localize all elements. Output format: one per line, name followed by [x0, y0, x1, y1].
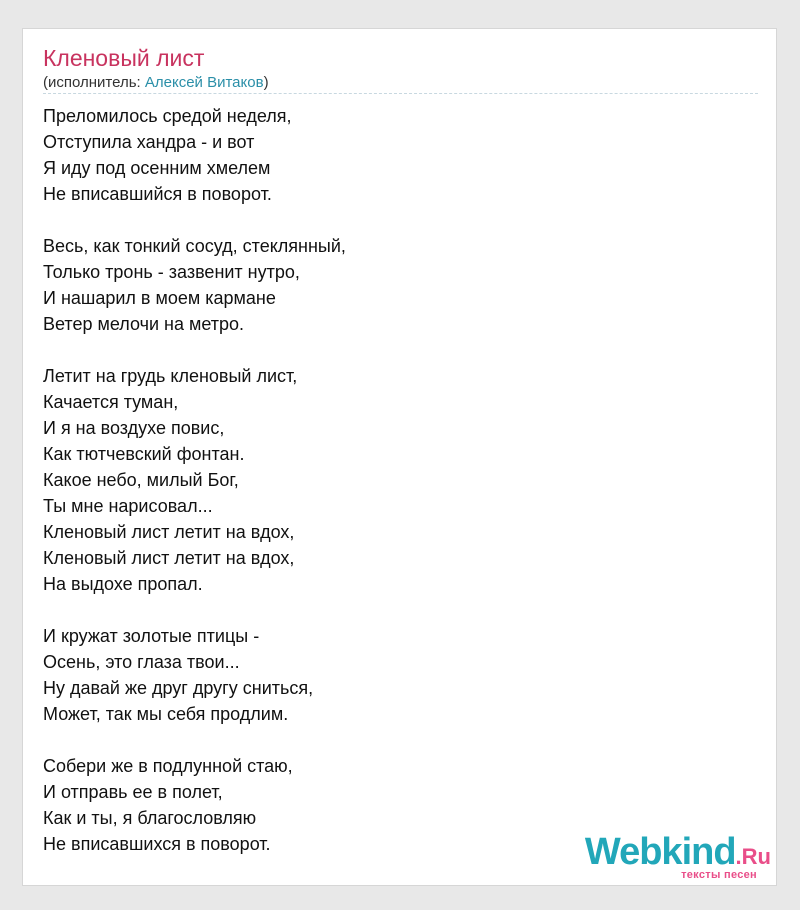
performer-line	[43, 73, 269, 93]
lyric-line: И кружат золотые птицы -	[43, 626, 260, 646]
stanza	[43, 363, 346, 597]
lyric-line: Ты мне нарисовал...	[43, 496, 213, 516]
lyrics-body	[43, 103, 346, 883]
song-title: Кленовый лист	[43, 45, 205, 71]
lyric-line: Как и ты, я благословляю	[43, 808, 257, 828]
lyric-line: Летит на грудь кленовый лист,	[43, 366, 298, 386]
performer-prefix: (исполнитель:	[43, 74, 145, 91]
lyric-line: Может, так мы себя продлим.	[43, 704, 289, 724]
lyric-line: Собери же в подлунной стаю,	[43, 756, 293, 776]
stanza	[43, 753, 346, 857]
lyric-line: Я иду под осенним хмелем	[43, 158, 271, 178]
performer-link[interactable]: Алексей Витаков	[144, 74, 264, 91]
lyric-line: Кленовый лист летит на вдох,	[43, 548, 295, 568]
lyric-line: И нашарил в моем кармане	[43, 288, 276, 308]
stanza	[43, 233, 346, 337]
site-logo	[571, 832, 771, 882]
lyric-line: Ветер мелочи на метро.	[43, 314, 245, 334]
lyrics-card	[22, 28, 777, 886]
title-divider	[43, 93, 758, 94]
lyric-line: Весь, как тонкий сосуд, стеклянный,	[43, 236, 346, 256]
lyric-line: И я на воздухе повис,	[43, 418, 225, 438]
logo-tagline: тексты песен	[681, 869, 757, 881]
lyric-line: Кленовый лист летит на вдох,	[43, 522, 295, 542]
lyric-line: Не вписавшихся в поворот.	[43, 834, 271, 854]
stanza	[43, 103, 346, 207]
lyric-line: На выдохе пропал.	[43, 574, 203, 594]
lyric-line: Отступила хандра - и вот	[43, 132, 255, 152]
lyric-line: Ну давай же друг другу сниться,	[43, 678, 314, 698]
performer-suffix: )	[263, 74, 269, 91]
lyric-line: Как тютчевский фонтан.	[43, 444, 245, 464]
lyric-line: Не вписавшийся в поворот.	[43, 184, 272, 204]
logo-tld: .Ru	[735, 844, 771, 869]
lyric-line: И отправь ее в полет,	[43, 782, 223, 802]
lyric-line: Какое небо, милый Бог,	[43, 470, 239, 490]
lyric-line: Осень, это глаза твои...	[43, 652, 240, 672]
logo-name: Webkind	[584, 831, 736, 873]
lyric-line: Качается туман,	[43, 392, 179, 412]
lyric-line: Только тронь - зазвенит нутро,	[43, 262, 300, 282]
lyric-line: Преломилось средой неделя,	[43, 106, 292, 126]
stanza	[43, 623, 346, 727]
